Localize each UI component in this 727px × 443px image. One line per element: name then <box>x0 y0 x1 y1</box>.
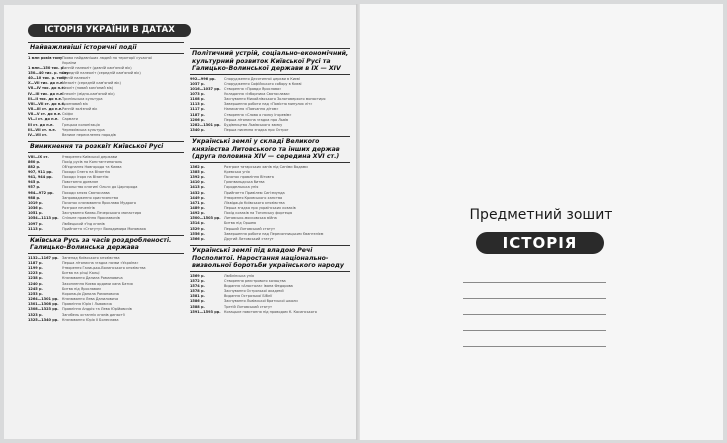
timeline-date: 1245 р. <box>28 286 43 291</box>
timeline-date: 860 р. <box>28 159 41 164</box>
timeline-event: Грецька колонізація <box>62 122 100 127</box>
timeline-date: 1253 р. <box>28 291 43 296</box>
timeline-date: 1569 р. <box>190 273 205 278</box>
timeline-date: 1362 р. <box>190 164 205 169</box>
timeline-date: 1449 р. <box>190 195 205 200</box>
timeline-event: Перша писемна згадка про Острог <box>224 128 289 133</box>
timeline-date: 1410 р. <box>190 180 205 185</box>
back-cover <box>4 5 360 439</box>
timeline-date: 40—10 тис. р. тому <box>28 76 67 81</box>
timeline-event: Сармати <box>62 117 78 122</box>
timeline-date: VIII—VII ст. до н.е. <box>28 101 66 106</box>
timeline-date: 1340 р. <box>190 128 205 133</box>
timeline-date: 1199 р. <box>28 266 43 271</box>
timeline-event: Мезоліт (середній кам'яний вік) <box>62 81 121 86</box>
timeline-event: Будівництво Львівського замку <box>224 122 283 127</box>
timeline-event: Енеоліт (мідно-кам'яний вік) <box>62 91 115 96</box>
timeline-date: 1432 р. <box>190 190 205 195</box>
section-heading: Політичний устрій, соціально-економічний, культурний розвиток Київської Русі та Галицько-Волинської держави в IX — XIV <box>190 48 350 75</box>
timeline-event: Прийняття Привілею Сигізмунда <box>224 190 285 195</box>
timeline-date: 1591—1593 рр. <box>190 309 221 314</box>
timeline-event: Розгром татарських ханів під Синіми Водами <box>224 164 308 169</box>
timeline-event: Перша літописна згадка назви «Україна» <box>62 261 139 265</box>
timeline-event: Битва під Ярославом <box>62 286 101 291</box>
left-timeline-column <box>28 39 184 323</box>
timeline-event: Битва під Оршею <box>224 221 257 226</box>
timeline-event: Завершення роботи над «Повістю минулих літ» <box>224 102 313 107</box>
timeline-date: 1572 р. <box>190 278 205 283</box>
timeline-date: 1588 р. <box>190 304 205 309</box>
timeline-event: Об'єднання Новгорода та Києва <box>62 164 122 169</box>
timeline-row <box>28 227 184 232</box>
timeline-event: Правління Юрія І Львовича <box>62 302 112 307</box>
front-cover <box>360 4 723 440</box>
timeline-event: Створення реєстрового козацтва <box>224 278 286 283</box>
signature-line <box>463 314 606 315</box>
timeline-event: Утворення Кримського ханства <box>224 195 283 200</box>
timeline-event: Укладання «Ізборника Святослава» <box>224 91 290 96</box>
timeline-date: 1586 р. <box>190 299 205 304</box>
right-timeline-column <box>190 45 350 315</box>
timeline-date: 1489 р. <box>190 205 205 210</box>
timeline-date: VII—IV тис. до н.е. <box>28 86 66 91</box>
timeline-date: 1132—1167 рр. <box>28 255 59 260</box>
timeline-event: Коронація Данила Романовича <box>62 291 119 296</box>
timeline-date: VI—I ст. до н.е. <box>28 117 59 122</box>
timeline-date: 964—972 рр. <box>28 190 54 195</box>
timeline-date: X—VII тис. до н.е. <box>28 81 64 86</box>
timeline-event: Другий Литовський статут <box>224 236 274 241</box>
timeline-event: Середній палеоліт (середній кам'яний вік) <box>62 70 141 75</box>
timeline-event: Створення «Слова о полку Ігоревім» <box>224 112 292 117</box>
timeline-date: 1578 р. <box>190 289 205 294</box>
signature-line <box>463 346 606 347</box>
timeline-date: 1308—1323 рр. <box>28 307 59 312</box>
timeline-event: Бронзовий вік <box>62 101 88 106</box>
timeline-date: 1113 р. <box>190 102 205 107</box>
timeline-event: Написання «Повчання дітям» <box>224 107 279 112</box>
timeline-event: Ранній залізний вік <box>62 107 98 112</box>
timeline-date: 1514 р. <box>190 221 205 226</box>
timeline-date: 1325—1340 рр. <box>28 317 59 322</box>
timeline-event: Заснування Михайлівського Золотоверхого монастиря <box>224 97 326 102</box>
timeline-event: Видання «Апостола» Івана Федорова <box>224 283 293 288</box>
timeline-date: 1187 р. <box>28 261 43 265</box>
timeline-event: Повстання древлян <box>62 180 99 185</box>
timeline-event: Посольство княгині Ольги до Царгорода <box>62 185 138 190</box>
timeline-date: 1471 р. <box>190 200 205 205</box>
timeline-event: Перший Литовський статут <box>224 226 276 231</box>
timeline-date: 1574 р. <box>190 283 205 288</box>
timeline-event: Велике переселення народів <box>62 132 116 137</box>
timeline-date: VII—III ст. до н.е. <box>28 107 63 112</box>
timeline-event: Скіфи <box>62 112 73 117</box>
timeline-event: Козацьке повстання під проводом К. Косинського <box>224 309 317 314</box>
timeline-event: Ліквідація Київського князівства <box>224 200 285 205</box>
timeline-event: Правління Андрія та Лева Юрійовичів <box>62 307 132 312</box>
timeline-date: 1581 р. <box>190 294 205 299</box>
timeline-date: 1500—1503 рр. <box>190 216 221 221</box>
timeline-date: 1019 р. <box>28 200 43 205</box>
timeline-event: Захоплення Києва ордами хана Батия <box>62 281 133 286</box>
timeline-date: 1113 р. <box>28 226 43 231</box>
timeline-date: 988 р. <box>28 195 41 200</box>
timeline-row <box>190 128 350 133</box>
signature-line <box>463 298 606 299</box>
timeline-event: Створення «Правди Ярослава» <box>224 86 282 91</box>
timeline-event: Заснування Острозької академії <box>224 289 284 294</box>
timeline-event: Трипільська культура <box>62 96 103 101</box>
timeline-date: 1556 р. <box>190 231 205 236</box>
timeline-event: Князювання Лева Даниловича <box>62 297 119 302</box>
timeline-date: 1282—1301 рр. <box>190 122 221 127</box>
timeline-event: Перша згадка про українських козаків <box>224 205 296 210</box>
timeline-date: 1385 р. <box>190 169 205 174</box>
timeline-event: Завершення роботи над Пересопницьким Євангелієм <box>224 231 324 236</box>
timeline-date: 1301—1308 рр. <box>28 302 59 307</box>
timeline-date: 992—996 рр. <box>190 76 216 81</box>
timeline-date: VIII—IX ст. <box>28 154 49 159</box>
timeline-event: Занепад Київського князівства <box>62 255 120 260</box>
timeline-event: Князювання Данила Романовича <box>62 276 123 281</box>
timeline-event: Битва на річці Калці <box>62 271 100 276</box>
timeline-event: Початок князювання Ярослава Мудрого <box>62 200 136 205</box>
timeline-date: 1413 р. <box>190 185 205 190</box>
timeline-date: 1392 р. <box>190 175 205 180</box>
timeline-event: Литовсько-московська війна <box>224 216 277 221</box>
section-heading: Українські землі у складі Великого князівства Литовського та інших держав (друга половина XIV — середина XVI ст.) <box>190 136 350 163</box>
timeline-event: Початок правління Вітовта <box>224 175 274 180</box>
timeline-date: VII—V ст. до н.е. <box>28 112 62 117</box>
timeline-date: III—VII ст. н.е. <box>28 127 57 132</box>
timeline-event: Черняхівська культура <box>62 127 105 132</box>
timeline-date: 1073 р. <box>190 91 205 96</box>
timeline-event: Похід русів на Константинополь <box>62 159 123 164</box>
timeline-date: 1566 р. <box>190 236 205 241</box>
timeline-date: 1117 р. <box>190 107 205 112</box>
timeline-date: 150—40 тис. р. тому <box>28 70 69 75</box>
timeline-event: Спорудження Софійського собору в Києві <box>224 81 302 86</box>
timeline-date: 1108 р. <box>190 97 205 102</box>
timeline-event: Спільне правління Ярославичів <box>62 216 120 221</box>
notebook-title: Предметний зошит <box>469 207 613 223</box>
timeline-event: Походи Ігоря на Візантію <box>62 175 109 180</box>
timeline-date: 1 млн—150 тис. р. <box>28 65 65 70</box>
timeline-event: Перша літописна згадка про Львів <box>224 117 289 122</box>
timeline-date: 1529 р. <box>190 226 205 231</box>
timeline-event: Кревська унія <box>224 169 250 174</box>
timeline-event: Загибель останніх князів династії <box>62 312 125 317</box>
timeline-row <box>190 310 350 315</box>
timeline-date: 1238 р. <box>28 276 43 281</box>
timeline-event: Поява найдавніших людей на території сучасної <box>62 55 152 60</box>
timeline-event: Розгром печенігів <box>62 206 95 211</box>
section-heading: Виникнення та розквіт Київської Русі <box>28 141 184 153</box>
timeline-row <box>28 318 184 323</box>
timeline-event: Утворення Галицько-Волинського князівства <box>62 266 146 271</box>
timeline-event: Князювання Юрія ІІ Болеслава <box>62 317 119 322</box>
timeline-event: Городельська унія <box>224 185 259 190</box>
section-heading: Найважливіші історичні події <box>28 42 184 54</box>
timeline-date: 1240 р. <box>28 281 43 286</box>
timeline-event: Любецький з'їзд князів <box>62 221 105 226</box>
timeline-date: 1016—1037 рр. <box>190 86 221 91</box>
timeline-date: IV—VII ст. <box>28 132 48 137</box>
timeline-event: України <box>62 60 77 65</box>
timeline-event: Походи Олега на Візантію <box>62 169 111 174</box>
timeline-date: III ст. до н.е. <box>28 122 54 127</box>
timeline-event: Заснування Києво-Печерського монастиря <box>62 211 142 216</box>
section-heading: Київська Русь за часів роздробленості. Галицько-Волинська держава <box>28 235 184 254</box>
signature-line <box>463 282 606 283</box>
timeline-date: 882 р. <box>28 164 41 169</box>
timeline-row <box>190 237 350 242</box>
timeline-date: IV—III тис. до н.е. <box>28 91 64 96</box>
timeline-date: 1037 р. <box>190 81 205 86</box>
timeline-event: Запровадження християнства <box>62 195 119 200</box>
subject-name-badge: ІСТОРІЯ <box>476 232 604 254</box>
timeline-event: Походи князя Святослава <box>62 190 110 195</box>
timeline-date: III—II тис. до н.е. <box>28 96 63 101</box>
timeline-event: Ранній палеоліт (давній кам'яний вік) <box>62 65 132 70</box>
timeline-event: Утворення Київської держави <box>62 154 118 159</box>
section-heading: Українські землі під владою Речі Посполитої. Наростання національно-визвольної боротьби українського народу <box>190 245 350 272</box>
timeline-date: 1187 р. <box>190 112 205 117</box>
timeline-row <box>28 133 184 138</box>
timeline-date: 957 р. <box>28 185 41 190</box>
timeline-event: Видання Острозької Біблії <box>224 294 273 299</box>
timeline-date: 1 млн років тому <box>28 55 63 60</box>
timeline-date: 907, 911 рр. <box>28 169 53 174</box>
timeline-date: 1054—1113 рр. <box>28 216 59 221</box>
timeline-event: Прийняття «Статуту» Володимира Мономаха <box>62 226 146 231</box>
signature-line <box>463 330 606 331</box>
timeline-event: Похід козаків на Тягинську фортецю <box>224 211 293 216</box>
timeline-event: Третій Литовський статут <box>224 304 273 309</box>
timeline-event: Спорудження Десятинної церкви в Києві <box>224 76 300 81</box>
timeline-event: Пізній палеоліт <box>62 76 91 81</box>
timeline-date: 1206 р. <box>190 117 205 122</box>
timeline-date: 941, 944 рр. <box>28 175 53 180</box>
timeline-event: Грюнвальдська битва <box>224 180 265 185</box>
timeline-date: 1051 р. <box>28 211 43 216</box>
timeline-event: Заснування Львівської братської школи <box>224 299 298 304</box>
timeline-date: 1323 р. <box>28 312 43 317</box>
timeline-event: Люблінська унія <box>224 273 255 278</box>
timeline-date: 1492 р. <box>190 211 205 216</box>
timeline-date: 945 р. <box>28 180 41 185</box>
timeline-date: 1264—1301 рр. <box>28 297 59 302</box>
back-cover-title: ІСТОРІЯ УКРАЇНИ В ДАТАХ <box>28 24 191 37</box>
timeline-event: Неоліт (новий кам'яний вік) <box>62 86 114 91</box>
timeline-date: 1036 р. <box>28 206 43 211</box>
timeline-date: 1223 р. <box>28 271 43 276</box>
timeline-date: 1097 р. <box>28 221 43 226</box>
